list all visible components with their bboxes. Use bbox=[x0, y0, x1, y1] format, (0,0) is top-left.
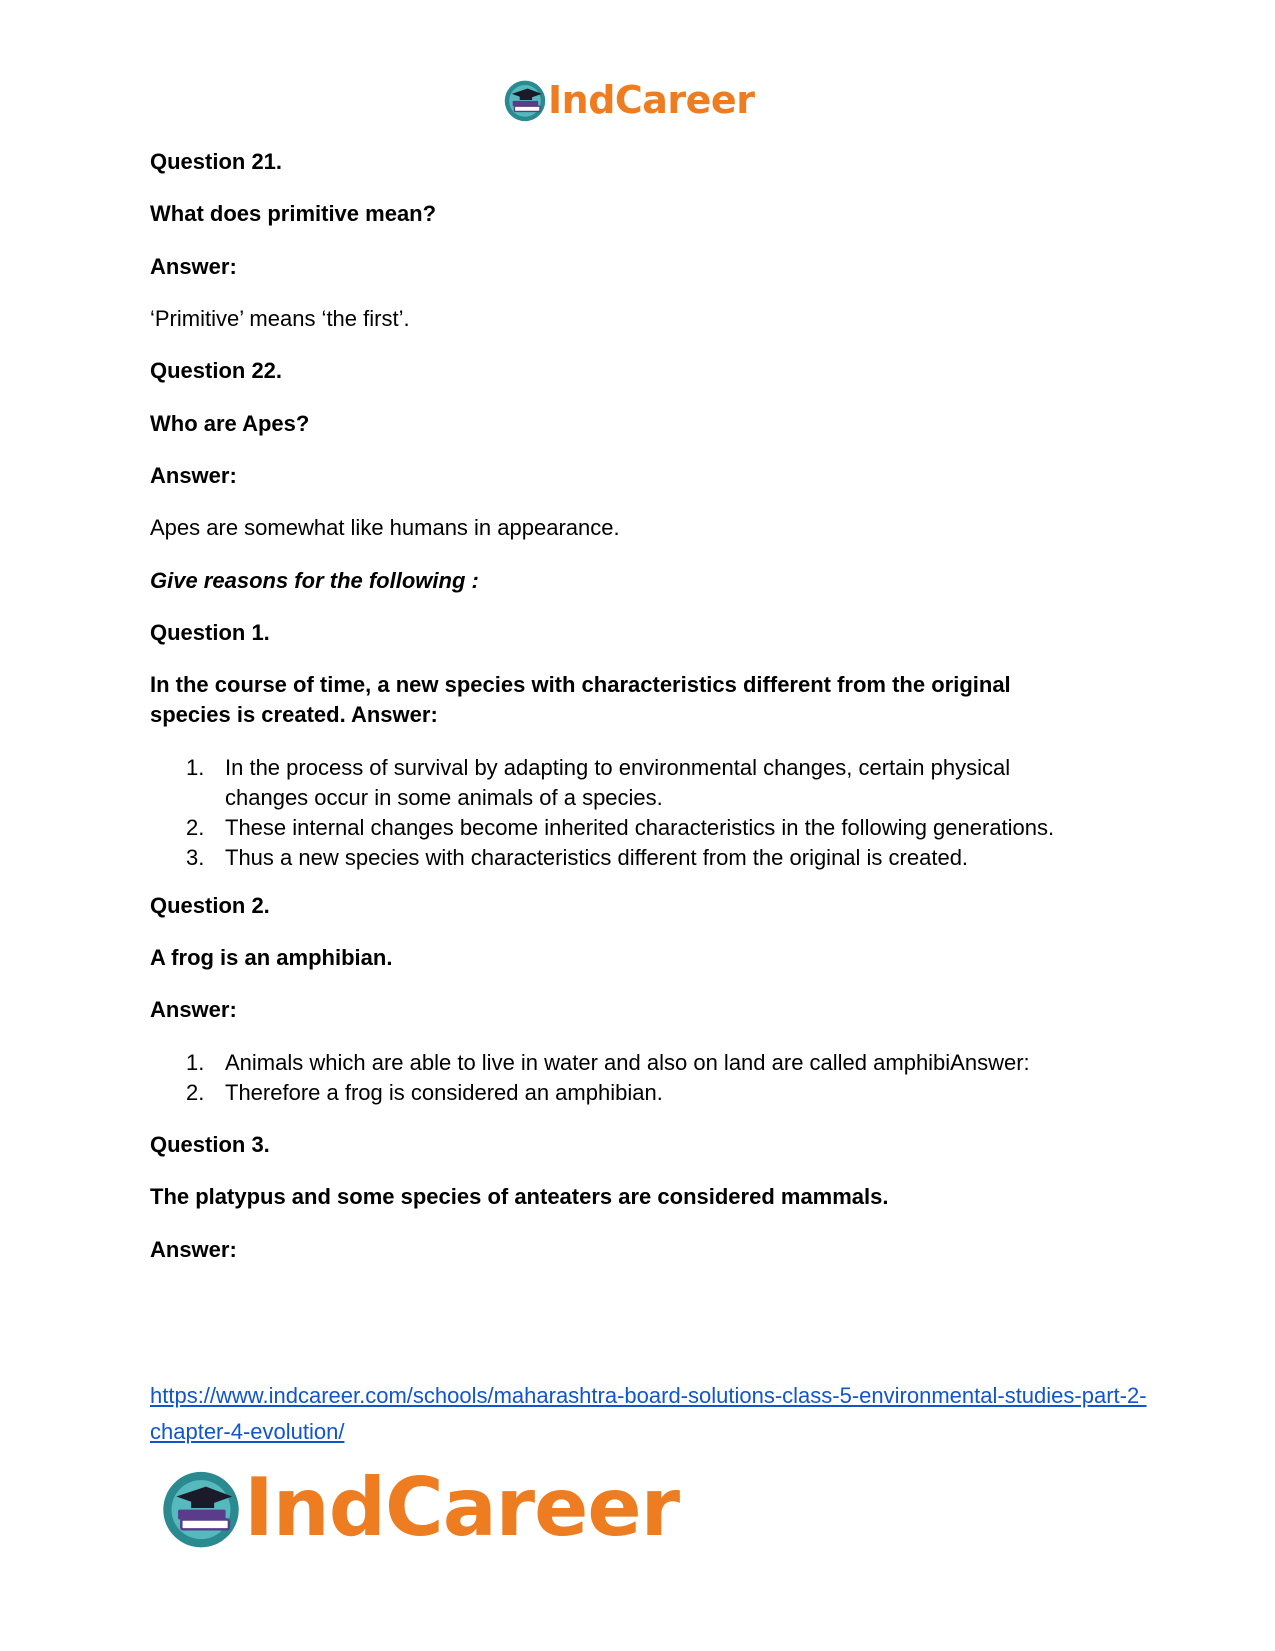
list-item bbox=[150, 843, 1150, 873]
list-number: 2. bbox=[186, 1080, 205, 1105]
list-item-text: In the process of survival by adapting to environmental changes, certain physical changes occur in some animals of a species. bbox=[225, 755, 1011, 810]
logo-wordmark: IndCareer bbox=[548, 78, 755, 122]
question-heading: Question 21. bbox=[150, 149, 283, 174]
question-heading: Question 1. bbox=[150, 620, 270, 645]
list-item bbox=[150, 813, 1150, 843]
answer-list bbox=[150, 753, 1150, 873]
question-text: A frog is an amphibian. bbox=[150, 945, 393, 970]
list-number: 3. bbox=[186, 845, 205, 870]
answer-text: ‘Primitive’ means ‘the first’. bbox=[150, 306, 410, 331]
question-text: The platypus and some species of anteaters are considered mammals. bbox=[150, 1184, 889, 1209]
answer-label: Answer: bbox=[150, 463, 237, 488]
list-item-text: Thus a new species with characteristics different from the original is created. bbox=[225, 845, 969, 870]
answer-label: Answer: bbox=[150, 1237, 237, 1262]
section-heading: Give reasons for the following : bbox=[150, 568, 479, 593]
answer-label: Answer: bbox=[150, 997, 237, 1022]
list-item bbox=[150, 1048, 1150, 1078]
list-number: 1. bbox=[186, 755, 205, 780]
indcareer-logo-top bbox=[503, 78, 754, 122]
answer-text: Apes are somewhat like humans in appearance. bbox=[150, 515, 620, 540]
indcareer-logo-bottom bbox=[160, 1461, 680, 1554]
list-item bbox=[150, 1078, 1150, 1108]
answer-list bbox=[150, 1048, 1150, 1108]
list-number: 2. bbox=[186, 815, 205, 840]
answer-label: Answer: bbox=[150, 254, 237, 279]
source-link[interactable]: https://www.indcareer.com/schools/maharashtra-board-solutions-class-5-environmental-studies-part-2-chapter-4-evolution/ bbox=[150, 1383, 1147, 1444]
globe-book-icon bbox=[503, 78, 547, 122]
list-item bbox=[150, 753, 1035, 813]
question-text: Who are Apes? bbox=[150, 411, 310, 436]
question-text: In the course of time, a new species with characteristics different from the original species is created. Answer: bbox=[150, 672, 1011, 727]
list-number: 1. bbox=[186, 1050, 205, 1075]
list-item-text: These internal changes become inherited characteristics in the following generations. bbox=[225, 815, 1055, 840]
globe-book-icon bbox=[160, 1467, 242, 1549]
question-text: What does primitive mean? bbox=[150, 201, 437, 226]
question-heading: Question 2. bbox=[150, 893, 270, 918]
logo-wordmark: IndCareer bbox=[244, 1461, 680, 1554]
list-item-text: Therefore a frog is considered an amphibian. bbox=[225, 1080, 663, 1105]
list-item-text: Animals which are able to live in water and also on land are called amphibiAnswer: bbox=[225, 1050, 1030, 1075]
question-heading: Question 3. bbox=[150, 1132, 270, 1157]
question-heading: Question 22. bbox=[150, 358, 283, 383]
